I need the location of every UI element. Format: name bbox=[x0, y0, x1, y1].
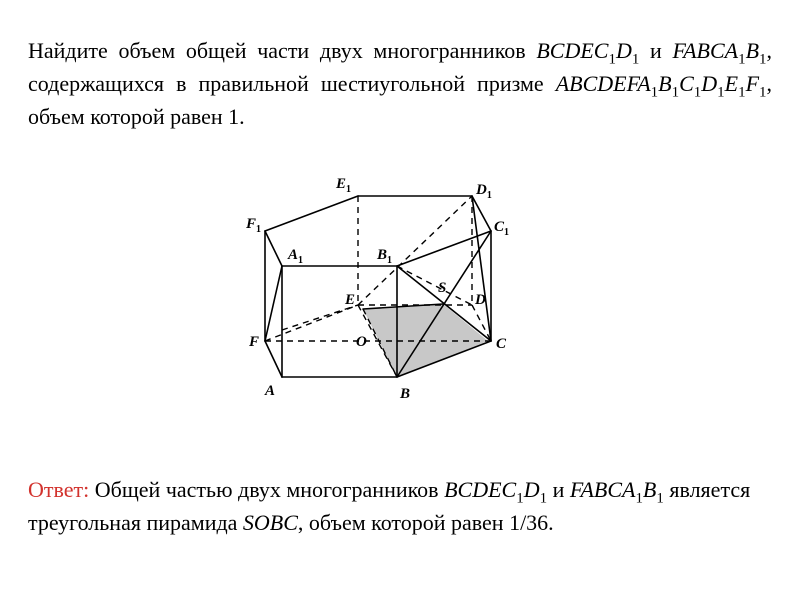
label-e: E bbox=[345, 292, 356, 308]
polyhedron-bcdec1d1: $BCDEC_1D_1$ bbox=[536, 38, 640, 68]
answer-block bbox=[28, 473, 772, 539]
edge-f-a bbox=[265, 341, 282, 377]
label-f1: $F_1$ bbox=[246, 216, 262, 235]
edge-f-a1 bbox=[265, 266, 282, 341]
problem-text-3: , содержащихся в правильной шестиугольной призме bbox=[28, 38, 772, 96]
label-e1: $E_1$ bbox=[336, 176, 352, 195]
answer-text-4: , объем которой равен 1/36. bbox=[297, 510, 554, 535]
answer-polyhedron-fabca1b1: $FABCA_1B_1$ bbox=[569, 477, 664, 507]
polyhedron-fabca1b1: $FABCA_1B_1$ bbox=[672, 38, 767, 68]
pyramid-sobc: SOBC bbox=[242, 510, 298, 535]
answer-text-1: Общей частью двух многогранников bbox=[89, 477, 445, 502]
answer-label: Ответ: bbox=[28, 477, 90, 502]
label-c: C bbox=[496, 336, 507, 352]
label-d: D bbox=[475, 292, 486, 308]
label-o: O bbox=[356, 334, 367, 350]
label-d1: $D_1$ bbox=[476, 182, 492, 201]
answer-polyhedron-bcdec1d1: $BCDEC_1D_1$ bbox=[444, 477, 548, 507]
label-a: A bbox=[265, 383, 276, 399]
label-b: B bbox=[400, 386, 411, 402]
problem-text-4: , объем которой равен 1. bbox=[28, 71, 772, 129]
edge-f1-a1 bbox=[265, 231, 282, 266]
answer-text-2: и bbox=[547, 477, 570, 502]
answer-text-3: является треугольная пирамида bbox=[28, 477, 751, 535]
edge-e1-f1 bbox=[265, 196, 358, 231]
problem-text-2: и bbox=[639, 38, 673, 63]
problem-text-1: Найдите объем общей части двух многогранников bbox=[28, 38, 537, 63]
prism-name: $ABCDEFA_1B_1C_1D_1E_1F_1$ bbox=[555, 71, 767, 101]
edge-d1-c1-side bbox=[472, 196, 491, 341]
hidden-edge-f-e bbox=[265, 305, 358, 341]
label-f: F bbox=[249, 334, 260, 350]
hidden-edge-f-e-diag bbox=[282, 305, 358, 330]
hidden-edge-e-d1 bbox=[358, 196, 472, 305]
label-s: S bbox=[438, 280, 447, 296]
label-c1: $C_1$ bbox=[494, 219, 510, 238]
label-b1: $B_1$ bbox=[377, 247, 393, 266]
label-a1: $A_1$ bbox=[288, 247, 304, 266]
hidden-edge-b1-d bbox=[397, 266, 472, 305]
